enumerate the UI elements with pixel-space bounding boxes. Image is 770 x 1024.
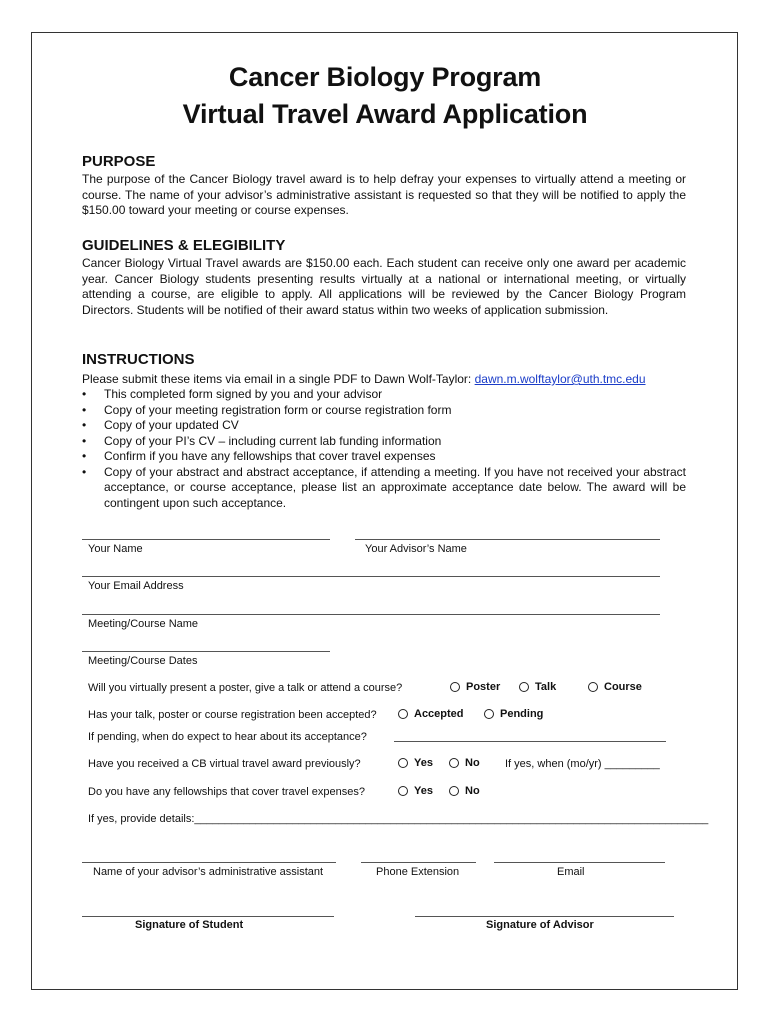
poster-label: Poster (466, 681, 501, 693)
bullet-icon: • (82, 402, 87, 417)
radio-circle-icon (484, 709, 494, 719)
meeting-name-label: Meeting/Course Name (88, 618, 199, 630)
previous-yes-option[interactable] (398, 757, 433, 769)
course-option[interactable] (588, 681, 642, 693)
page-title: Cancer Biology Program (228, 62, 542, 92)
list-item-text: This completed form signed by you and your advisor (104, 387, 383, 401)
list-item-text: Copy of your meeting registration form or course registration form (104, 402, 452, 417)
instructions-intro (82, 372, 646, 386)
fellowship-no-option[interactable] (449, 785, 480, 797)
list-item (82, 387, 686, 403)
meeting-dates-label: Meeting/Course Dates (88, 655, 198, 667)
fellowship-yes-option[interactable] (398, 785, 433, 797)
your-name-field[interactable] (82, 539, 330, 540)
previous-award-question: Have you received a CB virtual travel award previously? (88, 758, 361, 770)
previous-yes-label: Yes (414, 757, 433, 769)
radio-circle-icon (398, 758, 408, 768)
list-item-text: Copy of your abstract and abstract acceptance, if attending a meeting. If you have not received your abstract acceptance, or course acceptance, please list an approximate acceptance date below. The award will be contingent upon such acceptance. (104, 464, 686, 510)
previous-no-label: No (465, 757, 480, 769)
instructions-intro-text: Please submit these items via email in a single PDF to Dawn Wolf-Taylor: (82, 372, 475, 386)
fellowship-yes-label: Yes (414, 785, 433, 797)
radio-circle-icon (449, 758, 459, 768)
instructions-heading: INSTRUCTIONS (82, 351, 195, 368)
phone-extension-field[interactable] (361, 862, 476, 863)
instructions-list (82, 387, 686, 511)
fellowship-details-field[interactable]: If yes, provide details:____________________________________________________________________________________ (88, 813, 709, 825)
meeting-dates-field[interactable] (82, 651, 330, 652)
list-item (82, 418, 686, 434)
poster-option[interactable] (450, 681, 500, 693)
fellowship-no-label: No (465, 785, 480, 797)
assistant-name-field[interactable] (82, 862, 336, 863)
purpose-text: The purpose of the Cancer Biology travel award is to help defray your expenses to virtually attend a meeting or course. The name of your advisor’s administrative assistant is requested so that they will be notified to apply the $150.00 toward your meeting or course expenses. (82, 172, 686, 217)
radio-circle-icon (398, 709, 408, 719)
presentation-type-question: Will you virtually present a poster, give a talk or attend a course? (88, 682, 403, 694)
list-item (82, 403, 686, 419)
talk-label: Talk (535, 681, 557, 693)
radio-circle-icon (398, 786, 408, 796)
email-address-field[interactable] (82, 576, 660, 577)
accepted-label: Accepted (414, 708, 464, 720)
list-item (82, 449, 686, 465)
advisor-name-field[interactable] (355, 539, 660, 540)
radio-circle-icon (588, 682, 598, 692)
assistant-name-label: Name of your advisor’s administrative assistant (93, 866, 324, 878)
fellowship-question: Do you have any fellowships that cover travel expenses? (88, 786, 365, 798)
bullet-icon: • (82, 464, 87, 479)
student-signature-field[interactable] (82, 916, 334, 917)
bullet-icon: • (82, 418, 87, 432)
guidelines-heading: GUIDELINES & ELEGIBILITY (82, 237, 286, 254)
purpose-heading: PURPOSE (82, 153, 156, 170)
talk-option[interactable] (519, 681, 556, 693)
phone-extension-label: Phone Extension (376, 866, 460, 878)
radio-circle-icon (450, 682, 460, 692)
assistant-email-label: Email (557, 866, 585, 878)
accepted-option[interactable] (398, 708, 464, 720)
advisor-signature-label: Signature of Advisor (486, 919, 594, 931)
guidelines-text: Cancer Biology Virtual Travel awards are $150.00 each. Each student can receive only one award per academic year. Cancer Biology students presenting results virtually at a national or international meeting, or virtually attending a course, are eligible to apply. All applications will be reviewed by the Cancer Biology Program Directors. Students will be notified of their award status within two weeks of application submission. (82, 256, 686, 317)
previous-no-option[interactable] (449, 757, 480, 769)
submission-email-link[interactable]: dawn.m.wolftaylor@uth.tmc.edu (474, 372, 646, 386)
pending-option[interactable] (484, 708, 543, 720)
page-subtitle: Virtual Travel Award Application (182, 99, 588, 129)
advisor-signature-field[interactable] (415, 916, 674, 917)
previous-award-date-field[interactable]: If yes, when (mo/yr) _________ (505, 758, 660, 770)
your-name-label: Your Name (88, 543, 143, 555)
acceptance-question: Has your talk, poster or course registration been accepted? (88, 709, 377, 721)
meeting-name-field[interactable] (82, 614, 660, 615)
bullet-icon: • (82, 449, 87, 463)
list-item-text: Confirm if you have any fellowships that cover travel expenses (104, 449, 436, 463)
bullet-icon: • (82, 433, 87, 448)
pending-date-question: If pending, when do expect to hear about its acceptance? (88, 731, 367, 743)
radio-circle-icon (449, 786, 459, 796)
pending-date-field[interactable] (394, 741, 666, 742)
student-signature-label: Signature of Student (135, 919, 244, 931)
list-item (82, 465, 686, 512)
course-label: Course (604, 681, 642, 693)
email-address-label: Your Email Address (88, 580, 184, 592)
advisor-name-label: Your Advisor’s Name (365, 543, 467, 555)
list-item (82, 434, 686, 450)
list-item-text: Copy of your PI’s CV – including current lab funding information (104, 433, 442, 448)
pending-label: Pending (500, 708, 544, 720)
bullet-icon: • (82, 387, 87, 401)
radio-circle-icon (519, 682, 529, 692)
assistant-email-field[interactable] (494, 862, 665, 863)
list-item-text: Copy of your updated CV (104, 418, 239, 432)
